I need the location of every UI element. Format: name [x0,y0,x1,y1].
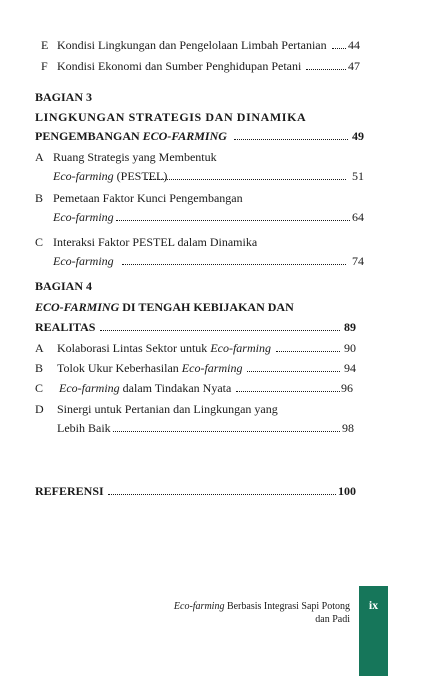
toc-3b-page: 64 [352,210,364,224]
toc-4c-italic: Eco-farming [59,381,120,395]
toc-4a-letter: A [35,341,44,355]
toc-3a-line1[interactable]: Ruang Strategis yang Membentuk [53,150,217,164]
toc-4a-page: 90 [344,341,356,355]
bagian-4-title-italic: ECO-FARMING [35,300,120,314]
toc-4b-italic: Eco-farming [181,361,243,375]
bagian-3-leader [234,129,348,140]
bagian-3-label: BAGIAN 3 [35,90,93,104]
toc-3b-leader [116,210,350,221]
toc-4b-title[interactable] [57,361,242,375]
toc-entry-e-letter: E [41,38,49,52]
bagian-3-page: 49 [352,129,364,143]
page-number-tab [359,586,388,676]
toc-3a-letter: A [35,150,44,164]
toc-4c-page: 96 [341,381,353,395]
toc-3b-letter: B [35,191,44,205]
bagian-3-title-line1[interactable]: LINGKUNGAN STRATEGIS DAN DINAMIKA [35,110,307,124]
bagian-3-title-italic: ECO-FARMING [142,129,227,143]
toc-4a-italic: Eco-farming [210,341,271,355]
footer-italic: Eco-farming [173,601,225,612]
footer-running-title [150,600,350,626]
toc-3c-page: 74 [352,254,364,268]
toc-4b-page: 94 [344,361,356,375]
bagian-4-title-line2[interactable]: REALITAS [35,320,96,334]
page-number: ix [368,598,379,612]
toc-3a-rest: (PESTEL) [113,169,168,183]
toc-3c-line2[interactable]: Eco-farming [53,254,114,268]
toc-4b-prefix: Tolok Ukur Keberhasilan [57,361,182,375]
toc-4d-page: 98 [342,421,354,435]
toc-4c-rest: dalam Tindakan Nyata [119,381,232,395]
toc-4a-prefix: Kolaborasi Lintas Sektor untuk [57,341,211,355]
toc-4a-title[interactable] [57,341,271,355]
toc-4d-line1[interactable]: Sinergi untuk Pertanian dan Lingkungan yang [57,402,278,416]
toc-entry-e-title[interactable]: Kondisi Lingkungan dan Pengelolaan Limbah Pertanian [57,38,327,52]
toc-4c-title[interactable] [59,381,231,395]
toc-entry-f-title[interactable]: Kondisi Ekonomi dan Sumber Penghidupan Petani [57,59,302,73]
referensi-page: 100 [338,484,356,498]
toc-4b-leader [247,361,340,372]
toc-4c-leader [236,381,340,392]
bagian-3-title-prefix: PENGEMBANGAN [35,129,143,143]
toc-3c-line1[interactable]: Interaksi Faktor PESTEL dalam Dinamika [53,235,258,249]
toc-entry-e-page: 44 [348,38,360,52]
referensi-label[interactable]: REFERENSI [35,484,104,498]
toc-4b-letter: B [35,361,44,375]
bagian-4-page: 89 [344,320,356,334]
toc-entry-f-leader [306,59,346,70]
referensi-leader [108,484,336,495]
bagian-4-leader [100,320,340,331]
toc-4d-line2[interactable]: Lebih Baik [57,421,111,435]
toc-3a-leader [146,169,346,180]
toc-3c-letter: C [35,235,44,249]
toc-4d-leader [113,421,340,432]
toc-entry-e-leader [332,38,346,49]
bagian-4-label: BAGIAN 4 [35,279,93,293]
bagian-3-title-line2[interactable] [35,129,227,143]
footer-rest: Berbasis Integrasi Sapi Potong [224,601,350,612]
toc-3b-line1[interactable]: Pemetaan Faktor Kunci Pengembangan [53,191,243,205]
toc-4d-letter: D [35,402,44,416]
toc-3a-page: 51 [352,169,364,183]
toc-4a-leader [276,341,340,352]
toc-entry-f-letter: F [41,59,48,73]
bagian-4-title-rest: DI TENGAH KEBIJAKAN DAN [119,300,294,314]
toc-3b-line2[interactable]: Eco-farming [53,210,114,224]
bagian-4-title-line1[interactable] [35,300,294,314]
toc-4c-letter: C [35,381,44,395]
toc-3a-italic: Eco-farming [53,169,114,183]
toc-entry-f-page: 47 [348,59,360,73]
toc-3c-leader [122,254,346,265]
footer-line2: dan Padi [315,614,350,625]
